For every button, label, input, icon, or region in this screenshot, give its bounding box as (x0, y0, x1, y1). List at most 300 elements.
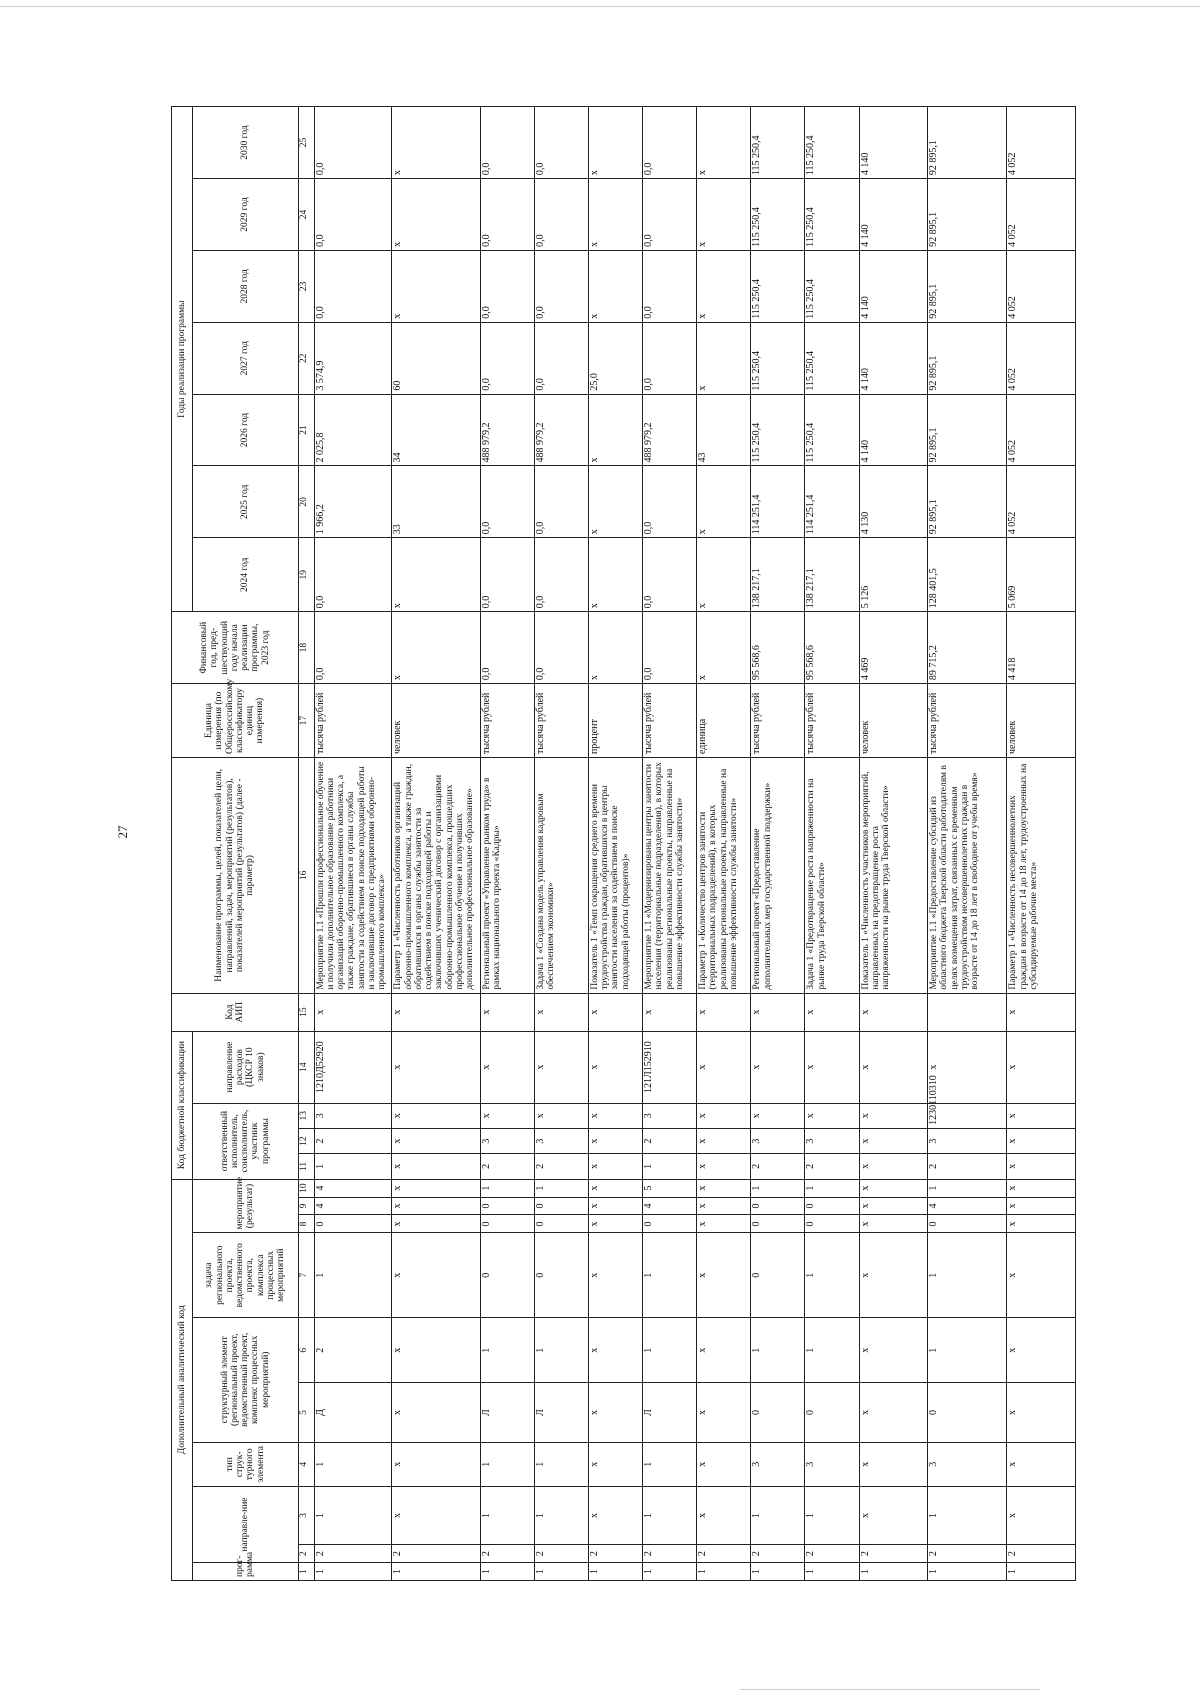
year-value-cell: 0,0 (480, 107, 534, 179)
code-cell: 1 (534, 1317, 588, 1383)
code-cell: 1 (928, 1317, 1007, 1383)
code-cell: х (1007, 1442, 1076, 1486)
code-cell: х (392, 1031, 480, 1103)
header-responsible: ответственный исполнитель, соисполнитель, участник программы (192, 1103, 298, 1179)
year-value-cell: 0,0 (534, 466, 588, 538)
code-cell: 2 (392, 1545, 480, 1563)
code-cell: х (697, 1383, 751, 1442)
parameter-name-cell: Мероприятие 1.1 «Модернизированы центры занятости населения (территориальные подразделения), в которых реализованы региональные проекты, направленные на повышение эффективности службы занятости» (643, 758, 697, 994)
base-year-value-cell: 95 568,6 (751, 612, 805, 684)
code-cell: 2 (314, 1545, 392, 1563)
code-cell: 1 (588, 1563, 642, 1581)
year-value-cell: 0,0 (314, 250, 392, 322)
year-value-cell: 92 895,1 (928, 322, 1007, 394)
code-cell: 2 (697, 1545, 751, 1563)
header-base-year: Финансовый год, пред-шествующий году начала реализации программы, 2023 год (172, 612, 299, 684)
scan-edge-bottom (740, 1689, 1040, 1690)
column-number: 13 (298, 1103, 314, 1128)
year-value-cell: 138 217,1 (805, 538, 859, 612)
year-value-cell: 4 140 (859, 322, 928, 394)
code-cell: х (859, 1179, 928, 1197)
code-cell: х (314, 993, 392, 1031)
header-year-2026: 2026 год (192, 394, 298, 466)
year-value-cell: 0,0 (314, 107, 392, 179)
base-year-value-cell: 0,0 (534, 612, 588, 684)
year-value-cell: 115 250,4 (805, 107, 859, 179)
code-cell: 1 (1007, 1563, 1076, 1581)
code-cell: х (534, 1103, 588, 1128)
year-value-cell: 60 (392, 322, 480, 394)
code-cell: 1 (314, 1154, 392, 1179)
year-value-cell: 92 895,1 (928, 107, 1007, 179)
year-value-cell: х (697, 107, 751, 179)
code-cell: 1 (534, 1486, 588, 1544)
code-cell: Л (480, 1383, 534, 1442)
code-cell: х (392, 1215, 480, 1233)
code-cell: 1210Д52920 (314, 1031, 392, 1103)
code-cell: 1 (751, 1179, 805, 1197)
code-cell: х (1007, 1215, 1076, 1233)
column-number: 12 (298, 1128, 314, 1153)
column-number: 23 (298, 250, 314, 322)
code-cell: 0 (480, 1233, 534, 1318)
rotated-table-wrapper (171, 106, 1076, 1581)
base-year-value-cell: 95 568,6 (805, 612, 859, 684)
header-aip-code: Код АИП (172, 993, 299, 1031)
code-cell: х (392, 1179, 480, 1197)
year-value-cell: х (588, 394, 642, 466)
code-cell: х (697, 1442, 751, 1486)
header-year-2025: 2025 год (192, 466, 298, 538)
code-cell: х (751, 1103, 805, 1128)
column-number: 10 (298, 1179, 314, 1197)
year-value-cell: 4 052 (1007, 394, 1076, 466)
table-row (805, 107, 859, 1581)
code-cell: 1 (643, 1442, 697, 1486)
year-value-cell: х (392, 538, 480, 612)
code-cell: 2 (859, 1545, 928, 1563)
code-cell: х (859, 1128, 928, 1153)
code-cell: х (588, 1197, 642, 1215)
unit-cell: тысяча рублей (643, 684, 697, 758)
year-value-cell: 43 (697, 394, 751, 466)
parameter-name-cell: Региональный проект «Управление рынком труда» в рамках национального проекта «Кадры» (480, 758, 534, 994)
year-value-cell: х (697, 322, 751, 394)
unit-cell: единица (697, 684, 751, 758)
code-cell: 3 (928, 1128, 1007, 1153)
code-cell: 1 (643, 1486, 697, 1544)
year-value-cell: 3 574,9 (314, 322, 392, 394)
code-cell: 3 (928, 1442, 1007, 1486)
code-cell: х (392, 1233, 480, 1318)
table-row (697, 107, 751, 1581)
code-cell: 2 (534, 1545, 588, 1563)
year-value-cell: х (588, 250, 642, 322)
header-program: прог-рамма (192, 1563, 298, 1581)
unit-cell: тысяча рублей (534, 684, 588, 758)
code-cell: х (697, 1215, 751, 1233)
parameter-name-cell: Мероприятие 1.1 «Предоставление субсидий из областного бюджета Тверской области работодателям в целях возмещения затрат, связанных с временным трудоустройством несовершеннолетних граждан в возрасте от 14 до 18 лет в свободное от учебы время» (928, 758, 1007, 994)
column-number: 18 (298, 612, 314, 684)
code-cell: 1 (534, 1442, 588, 1486)
column-number: 9 (298, 1197, 314, 1215)
column-number: 1 (298, 1563, 314, 1581)
header-measure: мероприятие (результат) (192, 1179, 298, 1233)
year-value-cell: 0,0 (534, 107, 588, 179)
code-cell: х (859, 1442, 928, 1486)
header-unit: Единица измерения (по Общероссийскому классификатору единиц измерения) (172, 684, 299, 758)
year-value-cell: 115 250,4 (805, 322, 859, 394)
code-cell: 2 (643, 1545, 697, 1563)
column-number: 5 (298, 1383, 314, 1442)
year-value-cell: 4 140 (859, 394, 928, 466)
header-direction: направле-ние (192, 1486, 298, 1562)
code-cell: 1 (751, 1563, 805, 1581)
unit-cell: тысяча рублей (314, 684, 392, 758)
column-number: 20 (298, 466, 314, 538)
unit-cell: тысяча рублей (928, 684, 1007, 758)
column-number: 22 (298, 322, 314, 394)
code-cell: 0 (751, 1197, 805, 1215)
year-value-cell: 5 126 (859, 538, 928, 612)
year-value-cell: х (588, 107, 642, 179)
code-cell: 3 (751, 1442, 805, 1486)
code-cell: 4 (314, 1197, 392, 1215)
year-value-cell: 115 250,4 (805, 250, 859, 322)
column-number: 4 (298, 1442, 314, 1486)
header-expense-direction: направление расходов (ЦКСР 10 знаков) (192, 1031, 298, 1103)
column-number: 19 (298, 538, 314, 612)
base-year-value-cell: 0,0 (480, 612, 534, 684)
code-cell: 1 (751, 1486, 805, 1544)
parameter-name-cell: Показатель 1 «Темп сокращения среднего времени трудоустройства граждан, обратившихся в центры занятости населения за содействием в поиске подходящей работы (процентов)» (588, 758, 642, 994)
year-value-cell: 34 (392, 394, 480, 466)
code-cell: 1 (480, 1563, 534, 1581)
header-year-2028: 2028 год (192, 250, 298, 322)
column-number: 3 (298, 1486, 314, 1544)
code-cell: х (392, 1317, 480, 1383)
year-value-cell: 0,0 (534, 179, 588, 251)
code-cell: х (480, 1031, 534, 1103)
code-cell: 2 (588, 1545, 642, 1563)
code-cell: х (1007, 1103, 1076, 1128)
year-value-cell: 33 (392, 466, 480, 538)
code-cell: 2 (643, 1128, 697, 1153)
code-cell: х (1007, 1197, 1076, 1215)
code-cell: 1 (805, 1179, 859, 1197)
code-cell: Д (314, 1383, 392, 1442)
code-cell: 2 (1007, 1545, 1076, 1563)
code-cell: 2 (480, 1154, 534, 1179)
table-row (314, 107, 392, 1581)
code-cell: 1 (643, 1563, 697, 1581)
header-year-2030: 2030 год (192, 107, 298, 179)
code-cell: 1 (314, 1486, 392, 1544)
code-cell: 0 (480, 1215, 534, 1233)
parameter-name-cell: Региональный проект «Предоставление дополнительных мер государственной поддержки» (751, 758, 805, 994)
year-value-cell: 4 130 (859, 466, 928, 538)
year-value-cell: 0,0 (480, 322, 534, 394)
year-value-cell: 115 250,4 (751, 107, 805, 179)
code-cell: х (1007, 1233, 1076, 1318)
code-cell: х (751, 993, 805, 1031)
header-year-2027: 2027 год (192, 322, 298, 394)
code-cell: 1 (928, 1563, 1007, 1581)
column-number: 16 (298, 758, 314, 994)
code-cell: х (392, 993, 480, 1031)
code-cell: х (1007, 1317, 1076, 1383)
code-cell: 1 (751, 1317, 805, 1383)
table-row (643, 107, 697, 1581)
year-value-cell: 138 217,1 (751, 538, 805, 612)
year-value-cell: 0,0 (480, 250, 534, 322)
column-number: 15 (298, 993, 314, 1031)
year-value-cell: 0,0 (314, 179, 392, 251)
code-cell: х (392, 1128, 480, 1153)
base-year-value-cell: 89 715,2 (928, 612, 1007, 684)
parameter-name-cell: Показатель 1 «Численность участников мероприятий, направленных на предотвращение роста напряженности на рынке труда Тверской области» (859, 758, 928, 994)
header-year-2029: 2029 год (192, 179, 298, 251)
code-cell: х (392, 1103, 480, 1128)
code-cell: 2 (314, 1317, 392, 1383)
year-value-cell: 114 251,4 (805, 466, 859, 538)
year-value-cell: 0,0 (314, 538, 392, 612)
page-number: 27 (115, 825, 130, 839)
code-cell: 2 (928, 1545, 1007, 1563)
code-cell: 2 (805, 1154, 859, 1179)
unit-cell: человек (859, 684, 928, 758)
code-cell: х (805, 993, 859, 1031)
code-cell: 0 (534, 1215, 588, 1233)
code-cell: х (1007, 993, 1076, 1031)
code-cell: 1 (697, 1563, 751, 1581)
base-year-value-cell: х (697, 612, 751, 684)
code-cell: х (859, 1317, 928, 1383)
year-value-cell: х (697, 466, 751, 538)
code-cell: 0 (314, 1215, 392, 1233)
year-value-cell: 0,0 (534, 538, 588, 612)
year-value-cell: 0,0 (480, 179, 534, 251)
column-number: 24 (298, 179, 314, 251)
code-cell: х (859, 1215, 928, 1233)
base-year-value-cell: 4 418 (1007, 612, 1076, 684)
code-cell: х (588, 993, 642, 1031)
code-cell: 0 (928, 1215, 1007, 1233)
code-cell: х (1007, 1154, 1076, 1179)
code-cell: х (588, 1031, 642, 1103)
code-cell: 1 (534, 1563, 588, 1581)
year-value-cell: х (588, 466, 642, 538)
column-number: 21 (298, 394, 314, 466)
code-cell: 3 (805, 1128, 859, 1153)
code-cell: 1 (534, 1179, 588, 1197)
header-element-type: тип струк-турного элемента (192, 1442, 298, 1486)
header-additional-code: Дополнительный аналитический код (172, 1179, 193, 1580)
parameter-name-cell: Задача 1 «Предотвращение роста напряженности на рынке труда Тверской области» (805, 758, 859, 994)
base-year-value-cell: 0,0 (314, 612, 392, 684)
table-row (751, 107, 805, 1581)
code-cell: х (859, 1233, 928, 1318)
code-cell: 3 (805, 1442, 859, 1486)
code-cell: х (697, 993, 751, 1031)
parameter-name-cell: Задача 1 «Создана модель управления кадровым обеспечением экономики» (534, 758, 588, 994)
code-cell: 0 (805, 1383, 859, 1442)
year-value-cell: 0,0 (534, 250, 588, 322)
year-value-cell: х (697, 250, 751, 322)
code-cell: 1 (859, 1563, 928, 1581)
code-cell: х (534, 993, 588, 1031)
table-row (859, 107, 928, 1581)
code-cell: х (588, 1215, 642, 1233)
code-cell: 1 (805, 1317, 859, 1383)
code-cell: х (805, 1103, 859, 1128)
code-cell: х (588, 1154, 642, 1179)
code-cell: х (697, 1103, 751, 1128)
unit-cell: человек (392, 684, 480, 758)
year-value-cell: 0,0 (643, 538, 697, 612)
header-budget-code: Код бюджетной классификации (172, 1031, 193, 1179)
code-cell: 0 (534, 1233, 588, 1318)
code-cell: 4 (643, 1197, 697, 1215)
code-cell: 0 (928, 1383, 1007, 1442)
year-value-cell: х (392, 107, 480, 179)
year-value-cell: 128 401,5 (928, 538, 1007, 612)
code-cell: х (859, 1103, 928, 1128)
unit-cell: тысяча рублей (751, 684, 805, 758)
code-cell: х (697, 1317, 751, 1383)
unit-cell: тысяча рублей (805, 684, 859, 758)
year-value-cell: 0,0 (480, 538, 534, 612)
code-cell: Л (534, 1383, 588, 1442)
code-cell: х (392, 1383, 480, 1442)
code-cell: 2 (751, 1545, 805, 1563)
code-cell: 1 (480, 1179, 534, 1197)
code-cell: 1 (805, 1563, 859, 1581)
scan-edge-top (0, 6, 1200, 7)
code-cell: 2 (480, 1545, 534, 1563)
code-cell: х (859, 1197, 928, 1215)
code-cell: х (1007, 1179, 1076, 1197)
column-number: 7 (298, 1233, 314, 1318)
year-value-cell: 115 250,4 (751, 394, 805, 466)
code-cell: 2 (314, 1128, 392, 1153)
header-years-title: Годы реализации программы (172, 107, 193, 612)
code-cell: х (392, 1197, 480, 1215)
code-cell: 2 (534, 1154, 588, 1179)
year-value-cell: 4 140 (859, 179, 928, 251)
code-cell: 1 (643, 1317, 697, 1383)
column-number-row (298, 107, 314, 1581)
code-cell: 5 (643, 1179, 697, 1197)
code-cell: 3 (480, 1128, 534, 1153)
year-value-cell: 92 895,1 (928, 179, 1007, 251)
code-cell: х (1007, 1031, 1076, 1103)
program-table (171, 106, 1076, 1581)
year-value-cell: х (392, 179, 480, 251)
year-value-cell: 4 140 (859, 107, 928, 179)
year-value-cell: х (588, 538, 642, 612)
year-value-cell: 488 979,2 (643, 394, 697, 466)
code-cell: х (480, 1103, 534, 1128)
header-year-2024: 2024 год (192, 538, 298, 612)
column-number: 6 (298, 1317, 314, 1383)
year-value-cell: 5 069 (1007, 538, 1076, 612)
column-number: 14 (298, 1031, 314, 1103)
year-value-cell: 4 052 (1007, 179, 1076, 251)
year-value-cell: 2 025,8 (314, 394, 392, 466)
code-cell: х (697, 1154, 751, 1179)
code-cell: 0 (643, 1215, 697, 1233)
code-cell: х (643, 993, 697, 1031)
code-cell: х (928, 1031, 1007, 1103)
year-value-cell: 4 052 (1007, 107, 1076, 179)
code-cell: х (392, 1442, 480, 1486)
code-cell: 4 (928, 1197, 1007, 1215)
code-cell: 1 (480, 1486, 534, 1544)
code-cell: 0 (751, 1383, 805, 1442)
code-cell: 1 (480, 1442, 534, 1486)
year-value-cell: х (697, 538, 751, 612)
year-value-cell: 25,0 (588, 322, 642, 394)
year-value-cell: 488 979,2 (534, 394, 588, 466)
column-number: 17 (298, 684, 314, 758)
year-value-cell: 0,0 (534, 322, 588, 394)
code-cell: х (588, 1179, 642, 1197)
code-cell: 0 (805, 1215, 859, 1233)
header-structural-element: структурный элемент (региональный проект, ведомственный проект, комплекс процессных мероприятий) (192, 1317, 298, 1442)
column-number: 2 (298, 1545, 314, 1563)
code-cell: х (392, 1154, 480, 1179)
year-value-cell: х (697, 179, 751, 251)
year-value-cell: х (588, 179, 642, 251)
unit-cell: тысяча рублей (480, 684, 534, 758)
code-cell: х (1007, 1486, 1076, 1544)
code-cell: х (480, 993, 534, 1031)
year-value-cell: 92 895,1 (928, 250, 1007, 322)
code-cell: 1 (314, 1233, 392, 1318)
code-cell: 2 (751, 1154, 805, 1179)
code-cell: 121Л152910 (643, 1031, 697, 1103)
code-cell: 1 (643, 1233, 697, 1318)
code-cell: х (588, 1317, 642, 1383)
code-cell: х (588, 1103, 642, 1128)
year-value-cell: 92 895,1 (928, 466, 1007, 538)
year-value-cell: 0,0 (643, 250, 697, 322)
parameter-name-cell: Параметр 1 «Количество центров занятости (территориальных подразделений), в которых реализованы региональные проекты, направленные на повышение эффективности службы занятости» (697, 758, 751, 994)
year-value-cell: 0,0 (643, 466, 697, 538)
unit-cell: человек (1007, 684, 1076, 758)
parameter-name-cell: Параметр 1 «Численность несовершеннолетних граждан в возрасте от 14 до 18 лет, трудоустроенных на субсидируемые рабочие места» (1007, 758, 1076, 994)
year-value-cell: 0,0 (643, 179, 697, 251)
code-cell: 3 (534, 1128, 588, 1153)
code-cell: 0 (751, 1215, 805, 1233)
code-cell: х (588, 1128, 642, 1153)
code-cell: 1 (805, 1486, 859, 1544)
table-row (1007, 107, 1076, 1581)
parameter-name-cell: Мероприятие 1.1 «Прошли профессиональное обучение и получили дополнительное образование работники организаций оборонно-промышленного комплекса, а также граждане, обратившиеся в органы службы занятости за содействием в поиске подходящей работы и заключившие договор с предприятиями оборонно-промышленного комплекса» (314, 758, 392, 994)
table-row (480, 107, 534, 1581)
code-cell: 1 (928, 1179, 1007, 1197)
code-cell: 2 (928, 1154, 1007, 1179)
base-year-value-cell: 0,0 (643, 612, 697, 684)
code-cell: х (859, 1383, 928, 1442)
code-cell: 3 (643, 1103, 697, 1128)
code-cell: 1 (928, 1486, 1007, 1544)
code-cell: 1 (480, 1317, 534, 1383)
code-cell: х (859, 1486, 928, 1544)
code-cell: х (859, 1031, 928, 1103)
code-cell: х (697, 1179, 751, 1197)
